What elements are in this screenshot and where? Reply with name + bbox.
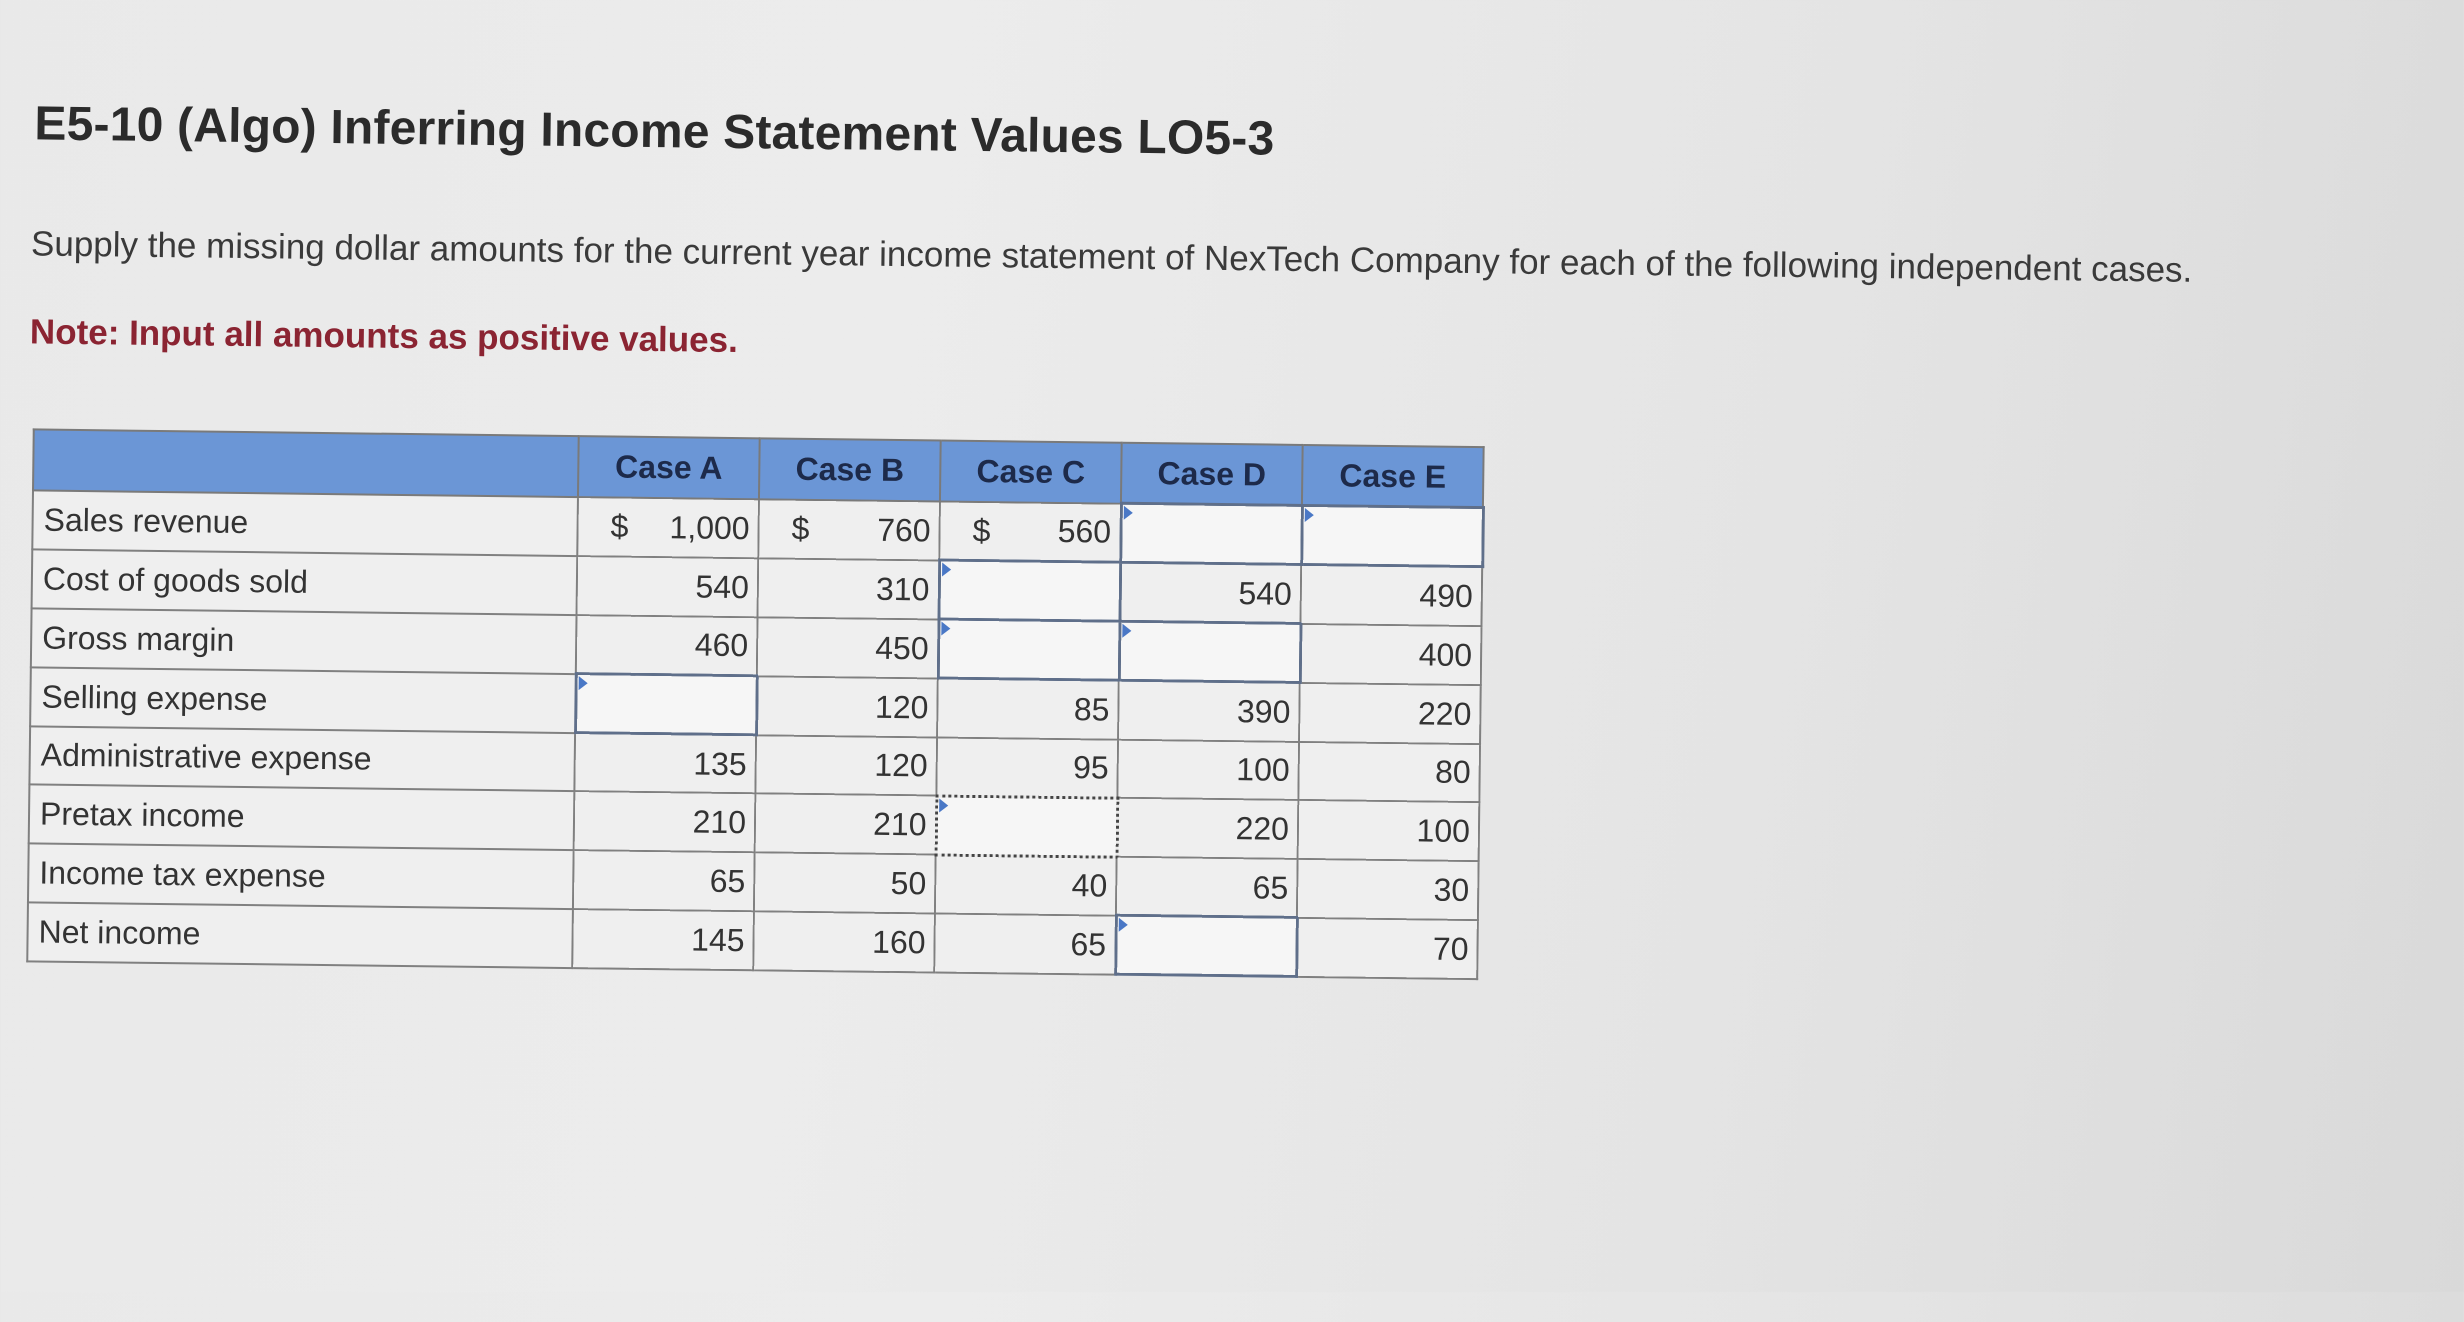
value-cell-case-a — [574, 733, 756, 794]
value-cell-case-e — [1299, 682, 1481, 743]
cell-value: 70 — [1432, 930, 1469, 967]
cell-value: 100 — [1236, 751, 1290, 789]
row-label: Selling expense — [30, 667, 576, 733]
cell-value: 120 — [874, 746, 928, 784]
cell-value: 40 — [1071, 867, 1108, 904]
cell-value: 490 — [1419, 577, 1474, 614]
row-label: Net income — [27, 902, 573, 968]
value-cell-case-a — [574, 791, 756, 852]
header-case-b: Case B — [759, 438, 941, 501]
cell-value: 540 — [695, 568, 750, 605]
header-label-cell — [33, 429, 579, 496]
row-label: Sales revenue — [32, 490, 578, 556]
cell-value: 65 — [1252, 868, 1289, 906]
value-cell-case-a — [577, 556, 759, 617]
value-cell-case-e — [1298, 741, 1480, 802]
input-marker-icon — [939, 798, 948, 812]
input-marker-icon — [1118, 918, 1127, 932]
value-cell-case-e — [1300, 623, 1482, 684]
dollar-sign: $ — [791, 510, 810, 547]
cell-value: 210 — [692, 803, 747, 841]
income-statement-table — [26, 428, 1485, 980]
value-cell-case-e — [1296, 917, 1478, 978]
answer-input-case-c[interactable] — [936, 795, 1118, 856]
answer-input-case-c[interactable] — [938, 619, 1120, 680]
value-cell-case-e — [1298, 800, 1480, 861]
page-title: E5-10 (Algo) Inferring Income Statement Values LO5-3 — [34, 97, 1275, 166]
input-marker-icon — [941, 622, 950, 636]
answer-input-case-d[interactable] — [1119, 621, 1301, 682]
value-cell-case-c — [939, 501, 1121, 562]
value-cell-case-a — [577, 497, 759, 558]
note-text: Note: Input all amounts as positive values. — [29, 312, 739, 361]
cell-value: 30 — [1433, 871, 1470, 908]
cell-value: 540 — [1238, 574, 1293, 612]
value-cell-case-e — [1300, 564, 1482, 625]
value-cell-case-b — [756, 676, 938, 737]
row-label: Income tax expense — [28, 843, 574, 908]
value-cell-case-d — [1118, 680, 1300, 741]
row-label: Administrative expense — [29, 726, 575, 791]
cell-value: 460 — [694, 626, 749, 664]
cell-value: 560 — [1057, 513, 1112, 550]
cell-value: 390 — [1236, 692, 1291, 730]
value-cell-case-c — [936, 737, 1118, 798]
cell-value: 120 — [874, 688, 929, 725]
cell-value: 80 — [1434, 753, 1471, 791]
cell-value: 135 — [693, 745, 747, 782]
cell-value: 145 — [690, 921, 745, 958]
value-cell-case-d — [1117, 798, 1299, 859]
input-marker-icon — [578, 676, 587, 690]
value-cell-case-b — [753, 911, 935, 972]
cell-value: 85 — [1073, 690, 1110, 728]
input-marker-icon — [942, 563, 951, 577]
value-cell-case-e — [1297, 859, 1479, 920]
value-cell-case-d — [1119, 562, 1301, 623]
dollar-sign: $ — [972, 512, 991, 549]
value-cell-case-b — [758, 558, 940, 619]
answer-input-case-d[interactable] — [1115, 915, 1297, 976]
header-case-a: Case A — [578, 436, 760, 499]
row-label: Pretax income — [29, 784, 575, 850]
cell-value: 400 — [1418, 635, 1473, 673]
value-cell-case-c — [935, 854, 1117, 915]
cell-value: 100 — [1416, 812, 1471, 850]
row-label: Cost of goods sold — [32, 549, 578, 615]
cell-value: 220 — [1417, 694, 1472, 732]
answer-input-case-c[interactable] — [939, 560, 1121, 621]
value-cell-case-a — [572, 909, 754, 970]
cell-value: 310 — [875, 570, 930, 607]
answer-input-case-d[interactable] — [1120, 503, 1302, 564]
value-cell-case-b — [757, 617, 939, 678]
input-marker-icon — [1304, 508, 1313, 522]
value-cell-case-a — [573, 850, 755, 911]
value-cell-case-c — [937, 678, 1119, 739]
value-cell-case-a — [576, 615, 758, 676]
value-cell-case-b — [755, 793, 937, 854]
value-cell-case-b — [755, 735, 937, 796]
cell-value: 760 — [876, 511, 931, 548]
value-cell-case-c — [934, 913, 1116, 974]
dollar-sign: $ — [610, 508, 629, 545]
cell-value: 450 — [875, 629, 929, 666]
input-marker-icon — [1122, 624, 1131, 638]
table-body — [27, 490, 1483, 979]
cell-value: 220 — [1235, 810, 1290, 847]
cell-value: 65 — [709, 862, 746, 899]
answer-input-case-e[interactable] — [1301, 505, 1483, 566]
value-cell-case-b — [754, 852, 936, 913]
value-cell-case-d — [1117, 739, 1299, 800]
cell-value: 1,000 — [669, 508, 750, 546]
cell-value: 95 — [1072, 749, 1109, 786]
instructions-text: Supply the missing dollar amounts for the current year income statement of NexTech Company for each of the following independent cases. — [30, 224, 2193, 290]
value-cell-case-b — [758, 499, 940, 560]
cell-value: 210 — [872, 805, 927, 843]
cell-value: 50 — [890, 864, 927, 902]
value-cell-case-d — [1116, 857, 1298, 918]
input-marker-icon — [1123, 506, 1132, 520]
cell-value: 160 — [871, 923, 926, 960]
cell-value: 65 — [1070, 925, 1107, 963]
header-case-e: Case E — [1302, 445, 1484, 508]
header-case-d: Case D — [1121, 443, 1303, 506]
header-case-c: Case C — [940, 441, 1122, 504]
answer-input-case-a[interactable] — [575, 674, 757, 735]
row-label: Gross margin — [31, 608, 577, 674]
